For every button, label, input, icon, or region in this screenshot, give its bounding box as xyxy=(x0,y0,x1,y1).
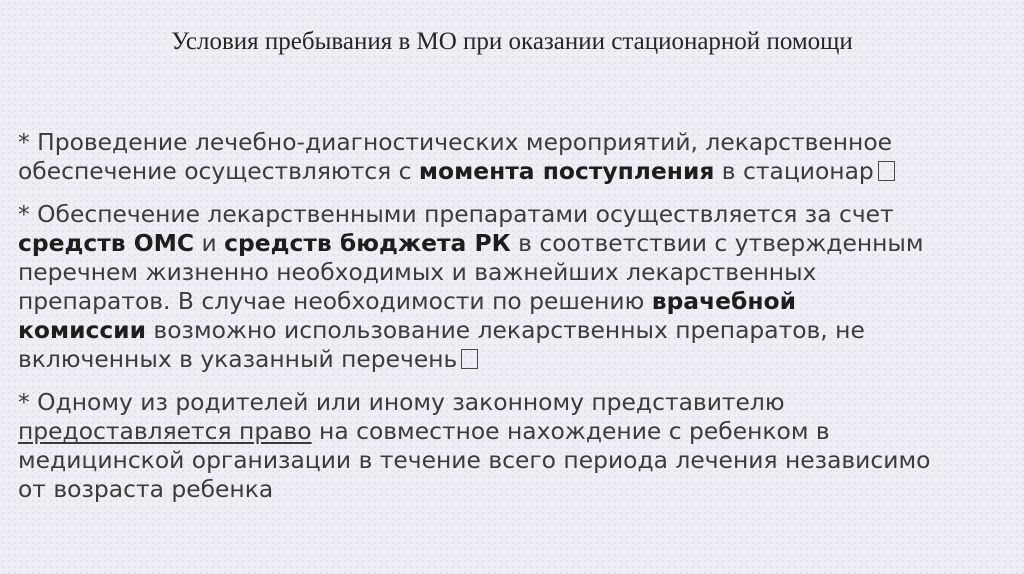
missing-glyph-box-icon xyxy=(461,349,478,369)
text-segment: обеспечение осуществляются с xyxy=(18,157,419,185)
emphasis-text: врачебной xyxy=(651,287,796,315)
text-segment: и xyxy=(194,229,225,257)
text-line xyxy=(18,258,1018,287)
text-segment: включенных в указанный перечень xyxy=(18,345,458,373)
text-line xyxy=(18,200,1018,229)
text-segment: медицинской организации в течение всего периода лечения независимо xyxy=(18,446,931,474)
missing-glyph-box-icon xyxy=(878,161,895,181)
underlined-text: предоставляется право xyxy=(18,417,312,445)
text-line xyxy=(18,287,1018,316)
text-line xyxy=(18,345,1018,374)
text-line xyxy=(18,229,1018,258)
bullet-paragraph xyxy=(18,128,1018,186)
text-line xyxy=(18,128,1018,157)
text-segment: возможно использование лекарственных препаратов, не xyxy=(145,316,865,344)
bullet-paragraph xyxy=(18,388,1018,504)
emphasis-text: комиссии xyxy=(18,316,146,344)
text-line xyxy=(18,388,1018,417)
text-segment: в соответствии с утвержденным xyxy=(510,229,924,257)
text-line xyxy=(18,446,1018,475)
text-segment: на совместное нахождение с ребенком в xyxy=(311,417,830,445)
bullet-paragraph xyxy=(18,200,1018,374)
slide-content xyxy=(18,128,1018,518)
text-segment: перечнем жизненно необходимых и важнейших лекарственных xyxy=(18,258,817,286)
text-line xyxy=(18,417,1018,446)
emphasis-text: момента поступления xyxy=(418,157,715,185)
text-line xyxy=(18,475,1018,504)
text-segment: * Проведение лечебно-диагностических мероприятий, лекарственное xyxy=(18,128,893,156)
text-segment: в стационар xyxy=(714,157,874,185)
text-line xyxy=(18,316,1018,345)
slide-title: Условия пребывания в МО при оказании стационарной помощи xyxy=(171,28,853,55)
text-line xyxy=(18,157,1018,186)
text-segment: * Одному из родителей или иному законному представителю xyxy=(18,388,785,416)
text-segment: от возраста ребенка xyxy=(18,475,274,503)
emphasis-text: средств бюджета РК xyxy=(224,229,511,257)
text-segment: * Обеспечение лекарственными препаратами осуществляется за счет xyxy=(18,200,894,228)
emphasis-text: средств ОМС xyxy=(18,229,195,257)
text-segment: препаратов. В случае необходимости по решению xyxy=(18,287,652,315)
